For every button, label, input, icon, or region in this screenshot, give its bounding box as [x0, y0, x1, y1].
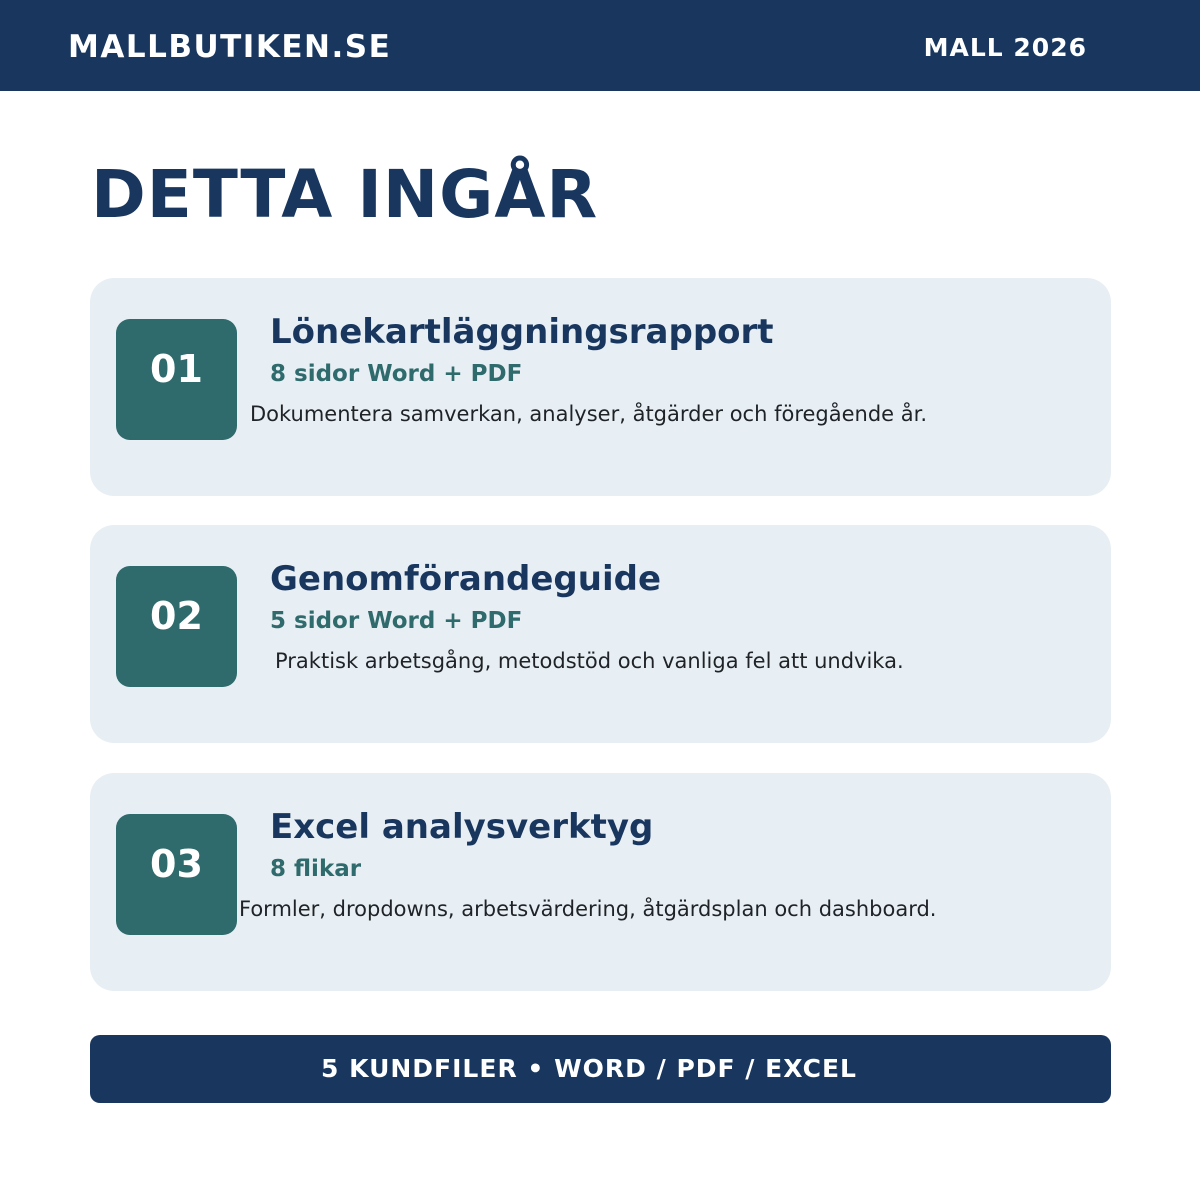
item-format: 8 sidor Word + PDF — [270, 361, 523, 387]
item-title: Lönekartläggningsrapport — [270, 312, 774, 352]
included-item-card — [90, 773, 1111, 991]
item-number-badge: 02 — [116, 566, 237, 687]
included-item-card — [90, 278, 1111, 496]
header-bar — [0, 0, 1200, 91]
brand-name[interactable]: MALLBUTIKEN.SE — [68, 29, 392, 65]
item-description: Formler, dropdowns, arbetsvärdering, åtgärdsplan och dashboard. — [239, 897, 937, 921]
item-format: 8 flikar — [270, 856, 362, 882]
item-number-badge: 01 — [116, 319, 237, 440]
item-title: Genomförandeguide — [270, 559, 662, 599]
item-description: Praktisk arbetsgång, metodstöd och vanliga fel att undvika. — [275, 649, 904, 673]
template-year-label: MALL 2026 — [923, 33, 1087, 62]
files-summary-bar — [90, 1035, 1111, 1103]
item-description: Dokumentera samverkan, analyser, åtgärder och föregående år. — [250, 402, 928, 426]
files-summary-text: 5 KUNDFILER • WORD / PDF / EXCEL — [321, 1054, 857, 1083]
page-title: DETTA INGÅR — [91, 156, 599, 233]
item-format: 5 sidor Word + PDF — [270, 608, 523, 634]
item-title: Excel analysverktyg — [270, 807, 654, 847]
included-item-card — [90, 525, 1111, 743]
item-number-badge: 03 — [116, 814, 237, 935]
